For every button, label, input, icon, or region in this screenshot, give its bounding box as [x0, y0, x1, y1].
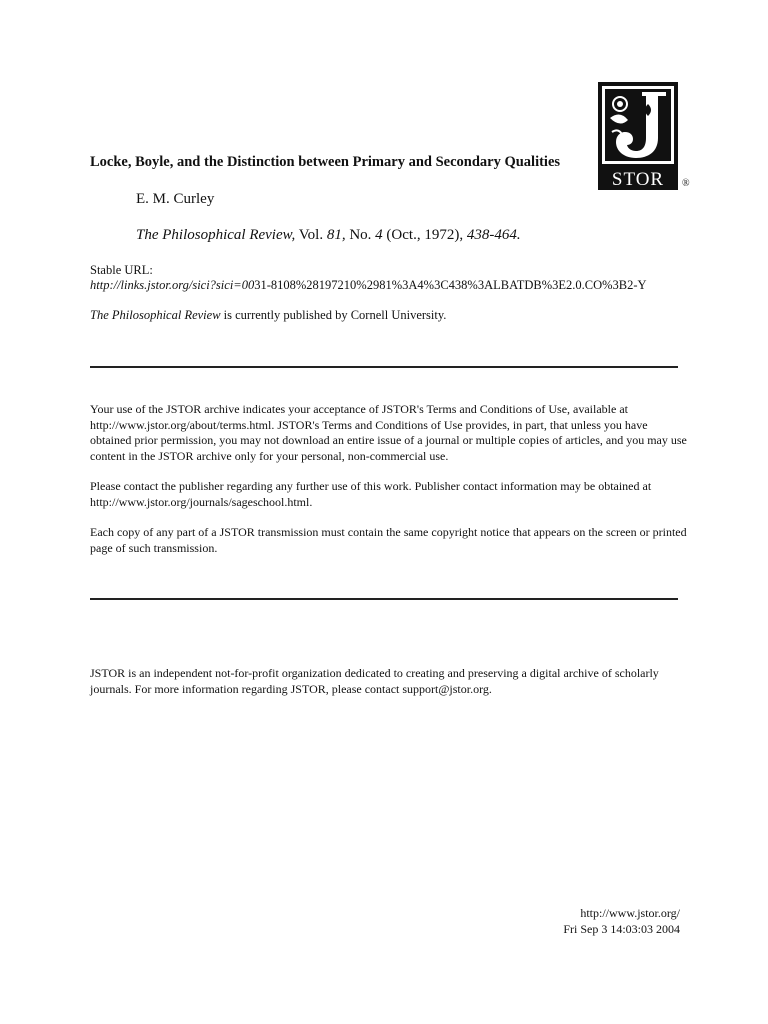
registered-mark: ® [682, 178, 690, 189]
volume: 81, [326, 227, 346, 243]
contact-paragraph: Please contact the publisher regarding any further use of this work. Publisher contact information may be obtained at http://www.jstor.org/journals/sageschool.html. [90, 479, 652, 509]
publisher-journal: The Philosophical Review [90, 308, 221, 322]
stable-url-link[interactable] [90, 278, 647, 293]
footer-url[interactable]: http://www.jstor.org/ [580, 906, 680, 920]
stable-url-prefix: http://links.jstor.org/sici?sici=00 [90, 278, 255, 292]
article-title: Locke, Boyle, and the Distinction between Primary and Secondary Qualities [90, 154, 561, 170]
footer-timestamp: Fri Sep 3 14:03:03 2004 [563, 922, 680, 936]
about-paragraph: JSTOR is an independent not-for-profit organization dedicated to creating and preserving a digital archive of scholarly journals. For more information regarding JSTOR, please contact support@jstor.org. [90, 666, 659, 696]
citation [136, 227, 521, 244]
issue-number: 4 [375, 227, 383, 243]
stable-url-block [90, 263, 647, 293]
vol-label: Vol. [295, 227, 327, 243]
publisher-text: is currently published by Cornell University. [220, 308, 447, 322]
divider-top [90, 366, 678, 368]
pages: 438-464. [466, 227, 521, 243]
copyright-paragraph: Each copy of any part of a JSTOR transmission must contain the same copyright notice that appears on the screen or printed page of such transmission. [90, 525, 687, 555]
publisher-note [90, 308, 446, 323]
no-label: No. [345, 227, 376, 243]
divider-bottom [90, 598, 678, 600]
date: (Oct., 1972), [382, 227, 467, 243]
svg-text:STOR: STOR [611, 169, 665, 190]
article-author: E. M. Curley [136, 191, 215, 207]
stable-url-rest: 31-8108%28197210%2981%3A4%3C438%3ALBATDB%3E2.0.CO%3B2-Y [254, 278, 647, 292]
journal-name: The Philosophical Review, [136, 227, 296, 243]
jstor-logo-icon [598, 82, 678, 190]
stable-url-label: Stable URL: [90, 263, 153, 277]
terms-paragraph: Your use of the JSTOR archive indicates your acceptance of JSTOR's Terms and Conditions of Use, available at http://www.jstor.org/about/terms.html. JSTOR's Terms and Conditions of Use provides, in part, that unless you have obtained prior permission, you may not download an entire issue of a journal or multiple copies of articles, and you may use content in the JSTOR archive only for your personal, non-commercial use. [90, 402, 687, 463]
footer [563, 905, 680, 937]
